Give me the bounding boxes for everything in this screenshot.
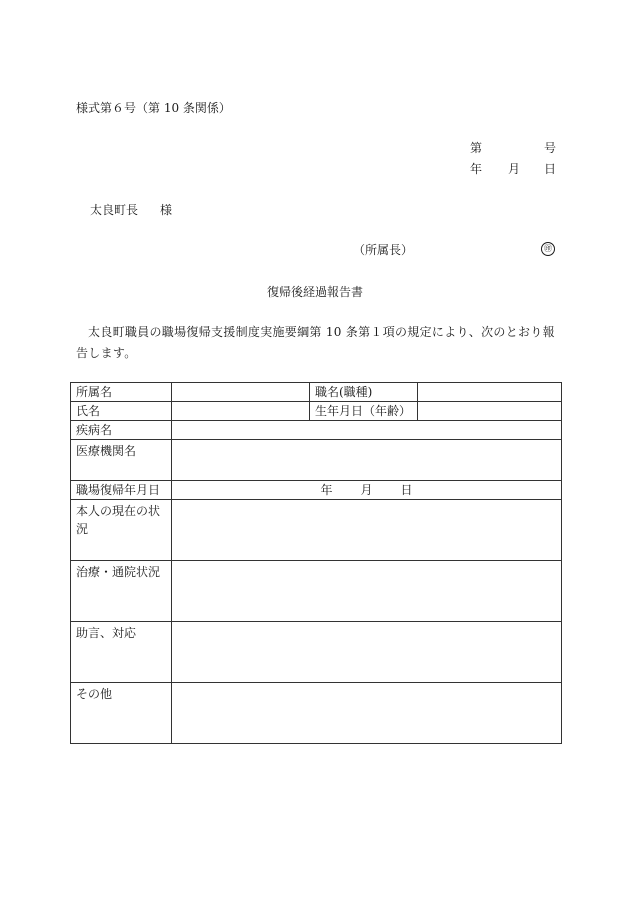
advice-label: 助言、対応: [71, 622, 172, 683]
other-field[interactable]: [172, 683, 562, 744]
return-date-field[interactable]: [172, 481, 562, 500]
table-row: [71, 383, 562, 402]
name-label: 氏名: [71, 402, 172, 421]
sender-label: （所属長）: [353, 243, 414, 257]
current-status-label: 本人の現在の状況: [71, 500, 172, 561]
table-row: [71, 402, 562, 421]
return-date-year: 年: [320, 483, 333, 497]
addressee: [90, 202, 172, 218]
table-row: [71, 500, 562, 561]
addressee-name: 太良町長: [90, 203, 139, 217]
document-number-label: 第: [470, 141, 483, 155]
affiliation-field[interactable]: [172, 383, 310, 402]
table-row: [71, 481, 562, 500]
seal-icon: ㊞: [541, 242, 555, 256]
addressee-honorific: 様: [160, 203, 173, 217]
date-month-label: 月: [508, 162, 521, 176]
date-year-label: 年: [470, 162, 483, 176]
table-row: [71, 622, 562, 683]
date-day-label: 日: [544, 162, 557, 176]
return-date-day: 日: [400, 483, 413, 497]
table-row: [71, 561, 562, 622]
other-label: その他: [71, 683, 172, 744]
position-label: 職名(職種): [310, 383, 418, 402]
document-title: 復帰後経過報告書: [266, 285, 363, 299]
return-date-label: 職場復帰年月日: [71, 481, 172, 500]
position-field[interactable]: [418, 383, 562, 402]
treatment-field[interactable]: [172, 561, 562, 622]
treatment-label: 治療・通院状況: [71, 561, 172, 622]
form-number: 様式第６号（第 10 条関係）: [76, 101, 231, 115]
body-text: 太良町職員の職場復帰支援制度実施要綱第 10 条第１項の規定により、次のとおり報告します。: [76, 325, 555, 360]
return-date-month: 月: [360, 483, 373, 497]
affiliation-label: 所属名: [71, 383, 172, 402]
report-table: [70, 382, 562, 744]
table-row: [71, 683, 562, 744]
document-number-suffix: 号: [544, 141, 557, 155]
advice-field[interactable]: [172, 622, 562, 683]
birthdate-field[interactable]: [418, 402, 562, 421]
medical-institution-field[interactable]: [172, 440, 562, 481]
table-row: [71, 421, 562, 440]
disease-field[interactable]: [172, 421, 562, 440]
disease-label: 疾病名: [71, 421, 172, 440]
name-field[interactable]: [172, 402, 310, 421]
table-row: [71, 440, 562, 481]
current-status-field[interactable]: [172, 500, 562, 561]
birthdate-label: 生年月日（年齢）: [310, 402, 418, 421]
medical-institution-label: 医療機関名: [71, 440, 172, 481]
